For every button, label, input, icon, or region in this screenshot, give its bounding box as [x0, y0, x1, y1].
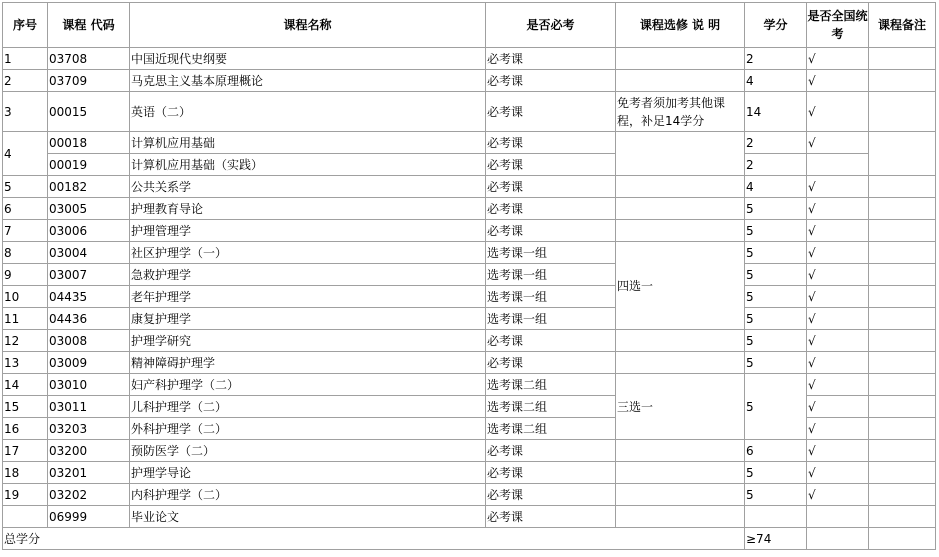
cell-credit: 5 — [745, 198, 807, 220]
cell-code: 00015 — [48, 92, 130, 132]
cell-no: 10 — [3, 286, 48, 308]
header-cell-required: 是否必考 — [486, 3, 616, 48]
cell-national-exam: √ — [807, 352, 869, 374]
cell-credit: 5 — [745, 308, 807, 330]
cell-required: 必考课 — [486, 198, 616, 220]
cell-credit: 14 — [745, 92, 807, 132]
cell-no: 1 — [3, 48, 48, 70]
cell-remark — [869, 308, 936, 330]
cell-national-exam: √ — [807, 70, 869, 92]
cell-code: 03709 — [48, 70, 130, 92]
table-row — [3, 70, 936, 92]
cell-elective-note — [616, 352, 745, 374]
header-row — [3, 3, 936, 48]
cell-required: 必考课 — [486, 48, 616, 70]
table-row — [3, 92, 936, 132]
cell-elective-note — [616, 462, 745, 484]
cell-course-name: 计算机应用基础 — [130, 132, 486, 154]
cell-no: 9 — [3, 264, 48, 286]
table-row — [3, 286, 936, 308]
cell-required: 必考课 — [486, 154, 616, 176]
cell-course-name: 毕业论文 — [130, 506, 486, 528]
cell-elective-note — [616, 48, 745, 70]
cell-national-exam — [807, 506, 869, 528]
table-row — [3, 264, 936, 286]
cell-no: 3 — [3, 92, 48, 132]
cell-credit: 5 — [745, 220, 807, 242]
table-row — [3, 440, 936, 462]
cell-remark — [869, 264, 936, 286]
cell-elective-note: 免考者须加考其他课程，补足14学分 — [616, 92, 745, 132]
cell-no: 5 — [3, 176, 48, 198]
cell-code: 06999 — [48, 506, 130, 528]
cell-remark — [869, 242, 936, 264]
cell-code: 00019 — [48, 154, 130, 176]
cell-required: 必考课 — [486, 484, 616, 506]
table-row — [3, 330, 936, 352]
cell-required: 必考课 — [486, 92, 616, 132]
cell-national-exam: √ — [807, 198, 869, 220]
cell-remark — [869, 92, 936, 132]
cell-national-exam: √ — [807, 308, 869, 330]
header-cell-code: 课程 代码 — [48, 3, 130, 48]
cell-code: 03203 — [48, 418, 130, 440]
course-table — [2, 2, 936, 550]
cell-course-name: 护理学导论 — [130, 462, 486, 484]
cell-required: 选考课二组 — [486, 396, 616, 418]
cell-code: 03008 — [48, 330, 130, 352]
table-row — [3, 154, 936, 176]
cell-required: 必考课 — [486, 132, 616, 154]
cell-code: 03007 — [48, 264, 130, 286]
cell-credit — [745, 506, 807, 528]
cell-national-exam: √ — [807, 440, 869, 462]
header-cell-credit: 学分 — [745, 3, 807, 48]
cell-required: 选考课一组 — [486, 308, 616, 330]
table-row — [3, 176, 936, 198]
table-row — [3, 506, 936, 528]
cell-course-name: 预防医学（二） — [130, 440, 486, 462]
cell-elective-note — [616, 506, 745, 528]
cell-course-name: 护理管理学 — [130, 220, 486, 242]
cell-credit: 2 — [745, 132, 807, 154]
cell-required: 必考课 — [486, 70, 616, 92]
cell-code: 03200 — [48, 440, 130, 462]
cell-required: 必考课 — [486, 220, 616, 242]
cell-no: 7 — [3, 220, 48, 242]
cell-course-name: 儿科护理学（二） — [130, 396, 486, 418]
header-cell-national-exam: 是否全国统考 — [807, 3, 869, 48]
cell-national-exam: √ — [807, 176, 869, 198]
cell-no: 12 — [3, 330, 48, 352]
table-row — [3, 462, 936, 484]
cell-required: 选考课一组 — [486, 264, 616, 286]
cell-code: 00182 — [48, 176, 130, 198]
cell-national-exam: √ — [807, 264, 869, 286]
cell-code: 00018 — [48, 132, 130, 154]
cell-credit: 5 — [745, 330, 807, 352]
cell-course-name: 康复护理学 — [130, 308, 486, 330]
cell-no: 15 — [3, 396, 48, 418]
header-cell-remark: 课程备注 — [869, 3, 936, 48]
table-row — [3, 242, 936, 264]
cell-no: 14 — [3, 374, 48, 396]
cell-course-name: 急救护理学 — [130, 264, 486, 286]
cell-remark — [869, 440, 936, 462]
cell-national-exam: √ — [807, 396, 869, 418]
cell-elective-note — [616, 220, 745, 242]
cell-national-exam: √ — [807, 418, 869, 440]
cell-no: 17 — [3, 440, 48, 462]
cell-credit: 4 — [745, 70, 807, 92]
cell-elective-note-group2: 三选一 — [616, 374, 745, 440]
total-row — [3, 528, 936, 550]
cell-required: 必考课 — [486, 330, 616, 352]
cell-elective-note — [616, 484, 745, 506]
cell-code: 04436 — [48, 308, 130, 330]
cell-national-exam: √ — [807, 242, 869, 264]
cell-remark — [869, 132, 936, 176]
cell-national-exam: √ — [807, 484, 869, 506]
cell-national-exam — [807, 528, 869, 550]
cell-required: 必考课 — [486, 176, 616, 198]
cell-remark — [869, 220, 936, 242]
cell-national-exam: √ — [807, 132, 869, 154]
cell-no — [3, 506, 48, 528]
cell-no: 16 — [3, 418, 48, 440]
cell-national-exam — [807, 154, 869, 176]
cell-code: 03006 — [48, 220, 130, 242]
cell-course-name: 中国近现代史纲要 — [130, 48, 486, 70]
table-row — [3, 198, 936, 220]
cell-remark — [869, 352, 936, 374]
table-row — [3, 132, 936, 154]
cell-code: 03011 — [48, 396, 130, 418]
cell-code: 03708 — [48, 48, 130, 70]
cell-elective-note — [616, 198, 745, 220]
cell-course-name: 社区护理学（一） — [130, 242, 486, 264]
cell-credit-group2: 5 — [745, 374, 807, 440]
cell-required: 必考课 — [486, 440, 616, 462]
cell-remark — [869, 198, 936, 220]
cell-credit: 5 — [745, 352, 807, 374]
cell-no: 13 — [3, 352, 48, 374]
header-cell-elective-note: 课程选修 说 明 — [616, 3, 745, 48]
cell-course-name: 护理学研究 — [130, 330, 486, 352]
cell-remark — [869, 48, 936, 70]
course-table-container — [2, 2, 936, 550]
cell-credit: 4 — [745, 176, 807, 198]
cell-course-name: 英语（二） — [130, 92, 486, 132]
header-cell-no: 序号 — [3, 3, 48, 48]
cell-elective-note — [616, 440, 745, 462]
cell-credit: 5 — [745, 286, 807, 308]
cell-credit: 5 — [745, 462, 807, 484]
cell-course-name: 计算机应用基础（实践） — [130, 154, 486, 176]
cell-no: 18 — [3, 462, 48, 484]
cell-national-exam: √ — [807, 286, 869, 308]
cell-no: 8 — [3, 242, 48, 264]
cell-credit: 5 — [745, 484, 807, 506]
table-row — [3, 374, 936, 396]
cell-required: 必考课 — [486, 352, 616, 374]
table-row — [3, 220, 936, 242]
cell-course-name: 外科护理学（二） — [130, 418, 486, 440]
cell-code: 03010 — [48, 374, 130, 396]
cell-elective-note — [616, 330, 745, 352]
cell-required: 选考课二组 — [486, 418, 616, 440]
cell-required: 必考课 — [486, 506, 616, 528]
cell-code: 03004 — [48, 242, 130, 264]
table-row — [3, 308, 936, 330]
cell-national-exam: √ — [807, 462, 869, 484]
cell-remark — [869, 176, 936, 198]
cell-national-exam: √ — [807, 48, 869, 70]
cell-remark — [869, 528, 936, 550]
cell-credit: 5 — [745, 242, 807, 264]
cell-credit: 2 — [745, 154, 807, 176]
cell-course-name: 内科护理学（二） — [130, 484, 486, 506]
cell-remark — [869, 484, 936, 506]
cell-remark — [869, 396, 936, 418]
cell-remark — [869, 330, 936, 352]
cell-course-name: 妇产科护理学（二） — [130, 374, 486, 396]
cell-required: 必考课 — [486, 462, 616, 484]
cell-code: 03202 — [48, 484, 130, 506]
cell-no: 6 — [3, 198, 48, 220]
table-row — [3, 352, 936, 374]
cell-code: 03009 — [48, 352, 130, 374]
total-value: ≥74 — [745, 528, 807, 550]
table-row — [3, 484, 936, 506]
cell-remark — [869, 506, 936, 528]
cell-code: 03201 — [48, 462, 130, 484]
cell-no: 2 — [3, 70, 48, 92]
header-cell-name: 课程名称 — [130, 3, 486, 48]
cell-required: 选考课二组 — [486, 374, 616, 396]
cell-elective-note — [616, 70, 745, 92]
cell-elective-note — [616, 176, 745, 198]
cell-code: 04435 — [48, 286, 130, 308]
cell-remark — [869, 70, 936, 92]
total-label: 总学分 — [3, 528, 745, 550]
cell-code: 03005 — [48, 198, 130, 220]
cell-remark — [869, 462, 936, 484]
cell-credit: 2 — [745, 48, 807, 70]
cell-course-name: 精神障碍护理学 — [130, 352, 486, 374]
cell-credit: 5 — [745, 264, 807, 286]
cell-national-exam: √ — [807, 92, 869, 132]
cell-remark — [869, 418, 936, 440]
cell-national-exam: √ — [807, 374, 869, 396]
cell-no: 4 — [3, 132, 48, 176]
cell-no: 11 — [3, 308, 48, 330]
cell-course-name: 公共关系学 — [130, 176, 486, 198]
cell-required: 选考课一组 — [486, 242, 616, 264]
cell-course-name: 老年护理学 — [130, 286, 486, 308]
table-row — [3, 48, 936, 70]
cell-course-name: 马克思主义基本原理概论 — [130, 70, 486, 92]
cell-course-name: 护理教育导论 — [130, 198, 486, 220]
cell-required: 选考课一组 — [486, 286, 616, 308]
cell-remark — [869, 286, 936, 308]
cell-elective-note — [616, 132, 745, 176]
cell-national-exam: √ — [807, 220, 869, 242]
cell-credit: 6 — [745, 440, 807, 462]
cell-remark — [869, 374, 936, 396]
cell-no: 19 — [3, 484, 48, 506]
cell-national-exam: √ — [807, 330, 869, 352]
cell-elective-note-group1: 四选一 — [616, 242, 745, 330]
